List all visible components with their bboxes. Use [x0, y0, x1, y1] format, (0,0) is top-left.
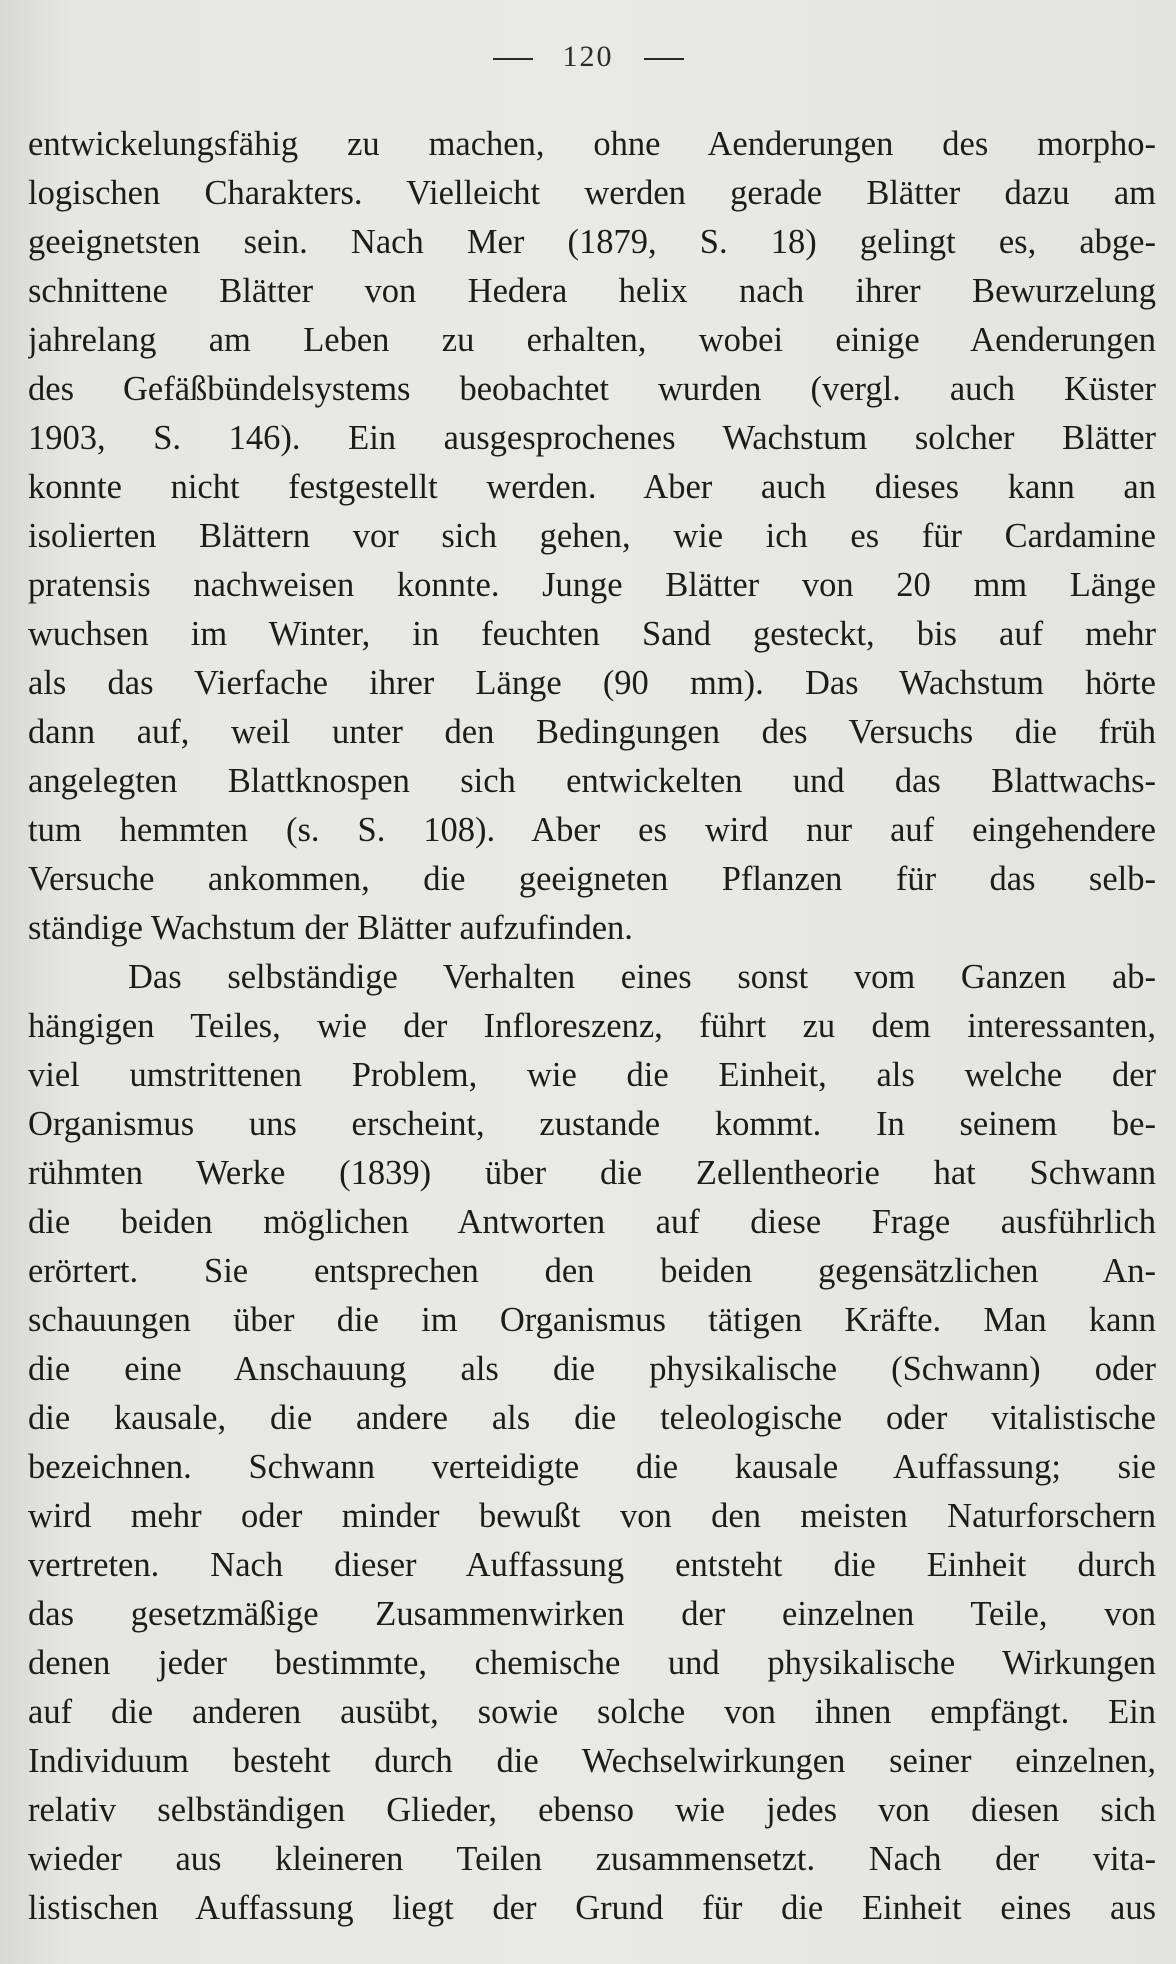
text-line: auf die anderen ausübt, sowie solche von ihnen empfängt. Ein — [28, 1693, 1156, 1731]
text-line: wuchsen im Winter, in feuchten Sand gesteckt, bis auf mehr — [28, 615, 1156, 653]
page-number — [0, 40, 1176, 74]
text-line: rühmten Werke (1839) über die Zellentheorie hat Schwann — [28, 1154, 1156, 1192]
text-line: relativ selbständigen Glieder, ebenso wie jedes von diesen sich — [28, 1791, 1156, 1829]
text-line: geeignetsten sein. Nach Mer (1879, S. 18) gelingt es, abge- — [28, 223, 1156, 261]
text-line: des Gefäßbündelsystems beobachtet wurden (vergl. auch Küster — [28, 370, 1156, 408]
text-line: Versuche ankommen, die geeigneten Pflanzen für das selb- — [28, 860, 1156, 898]
text-line: jahrelang am Leben zu erhalten, wobei einige Aenderungen — [28, 321, 1156, 359]
text-line: bezeichnen. Schwann verteidigte die kausale Auffassung; sie — [28, 1448, 1156, 1486]
text-line: wird mehr oder minder bewußt von den meisten Naturforschern — [28, 1497, 1156, 1535]
text-line: konnte nicht festgestellt werden. Aber auch dieses kann an — [28, 468, 1156, 506]
text-line: wieder aus kleineren Teilen zusammensetzt. Nach der vita- — [28, 1840, 1156, 1878]
text-line: Individuum besteht durch die Wechselwirkungen seiner einzelnen, — [28, 1742, 1156, 1780]
text-line: schnittene Blätter von Hedera helix nach ihrer Bewurzelung — [28, 272, 1156, 310]
text-line: pratensis nachweisen konnte. Junge Blätter von 20 mm Länge — [28, 566, 1156, 604]
left-dash — [493, 58, 533, 60]
text-line: hängigen Teiles, wie der Infloreszenz, führt zu dem interessanten, — [28, 1007, 1156, 1045]
text-line: die eine Anschauung als die physikalische (Schwann) oder — [28, 1350, 1156, 1388]
text-line: tum hemmten (s. S. 108). Aber es wird nur auf eingehendere — [28, 811, 1156, 849]
text-line: die beiden möglichen Antworten auf diese Frage ausführlich — [28, 1203, 1156, 1241]
text-line: denen jeder bestimmte, chemische und physikalische Wirkungen — [28, 1644, 1156, 1682]
text-line: listischen Auffassung liegt der Grund für die Einheit eines aus — [28, 1889, 1156, 1927]
text-line: als das Vierfache ihrer Länge (90 mm). Das Wachstum hörte — [28, 664, 1156, 702]
text-line: isolierten Blättern vor sich gehen, wie ich es für Cardamine — [28, 517, 1156, 555]
page-number-value: 120 — [562, 40, 614, 73]
text-line: logischen Charakters. Vielleicht werden gerade Blätter dazu am — [28, 174, 1156, 212]
text-line: vertreten. Nach dieser Auffassung entsteht die Einheit durch — [28, 1546, 1156, 1584]
text-line: erörtert. Sie entsprechen den beiden gegensätzlichen An- — [28, 1252, 1156, 1290]
text-line: angelegten Blattknospen sich entwickelten und das Blattwachs- — [28, 762, 1156, 800]
text-line-paragraph-start: Das selbständige Verhalten eines sonst vom Ganzen ab- — [128, 958, 1156, 996]
text-line: das gesetzmäßige Zusammenwirken der einzelnen Teile, von — [28, 1595, 1156, 1633]
body-text — [28, 120, 1156, 1933]
text-line: dann auf, weil unter den Bedingungen des Versuchs die früh — [28, 713, 1156, 751]
text-line: 1903, S. 146). Ein ausgesprochenes Wachstum solcher Blätter — [28, 419, 1156, 457]
text-line: schauungen über die im Organismus tätigen Kräfte. Man kann — [28, 1301, 1156, 1339]
text-line: Organismus uns erscheint, zustande kommt. In seinem be- — [28, 1105, 1156, 1143]
text-line: viel umstrittenen Problem, wie die Einheit, als welche der — [28, 1056, 1156, 1094]
text-line: entwickelungsfähig zu machen, ohne Aenderungen des morpho- — [28, 125, 1156, 163]
text-line: die kausale, die andere als die teleologische oder vitalistische — [28, 1399, 1156, 1437]
text-line: ständige Wachstum der Blätter aufzufinden. — [28, 909, 633, 947]
right-dash — [644, 58, 684, 60]
